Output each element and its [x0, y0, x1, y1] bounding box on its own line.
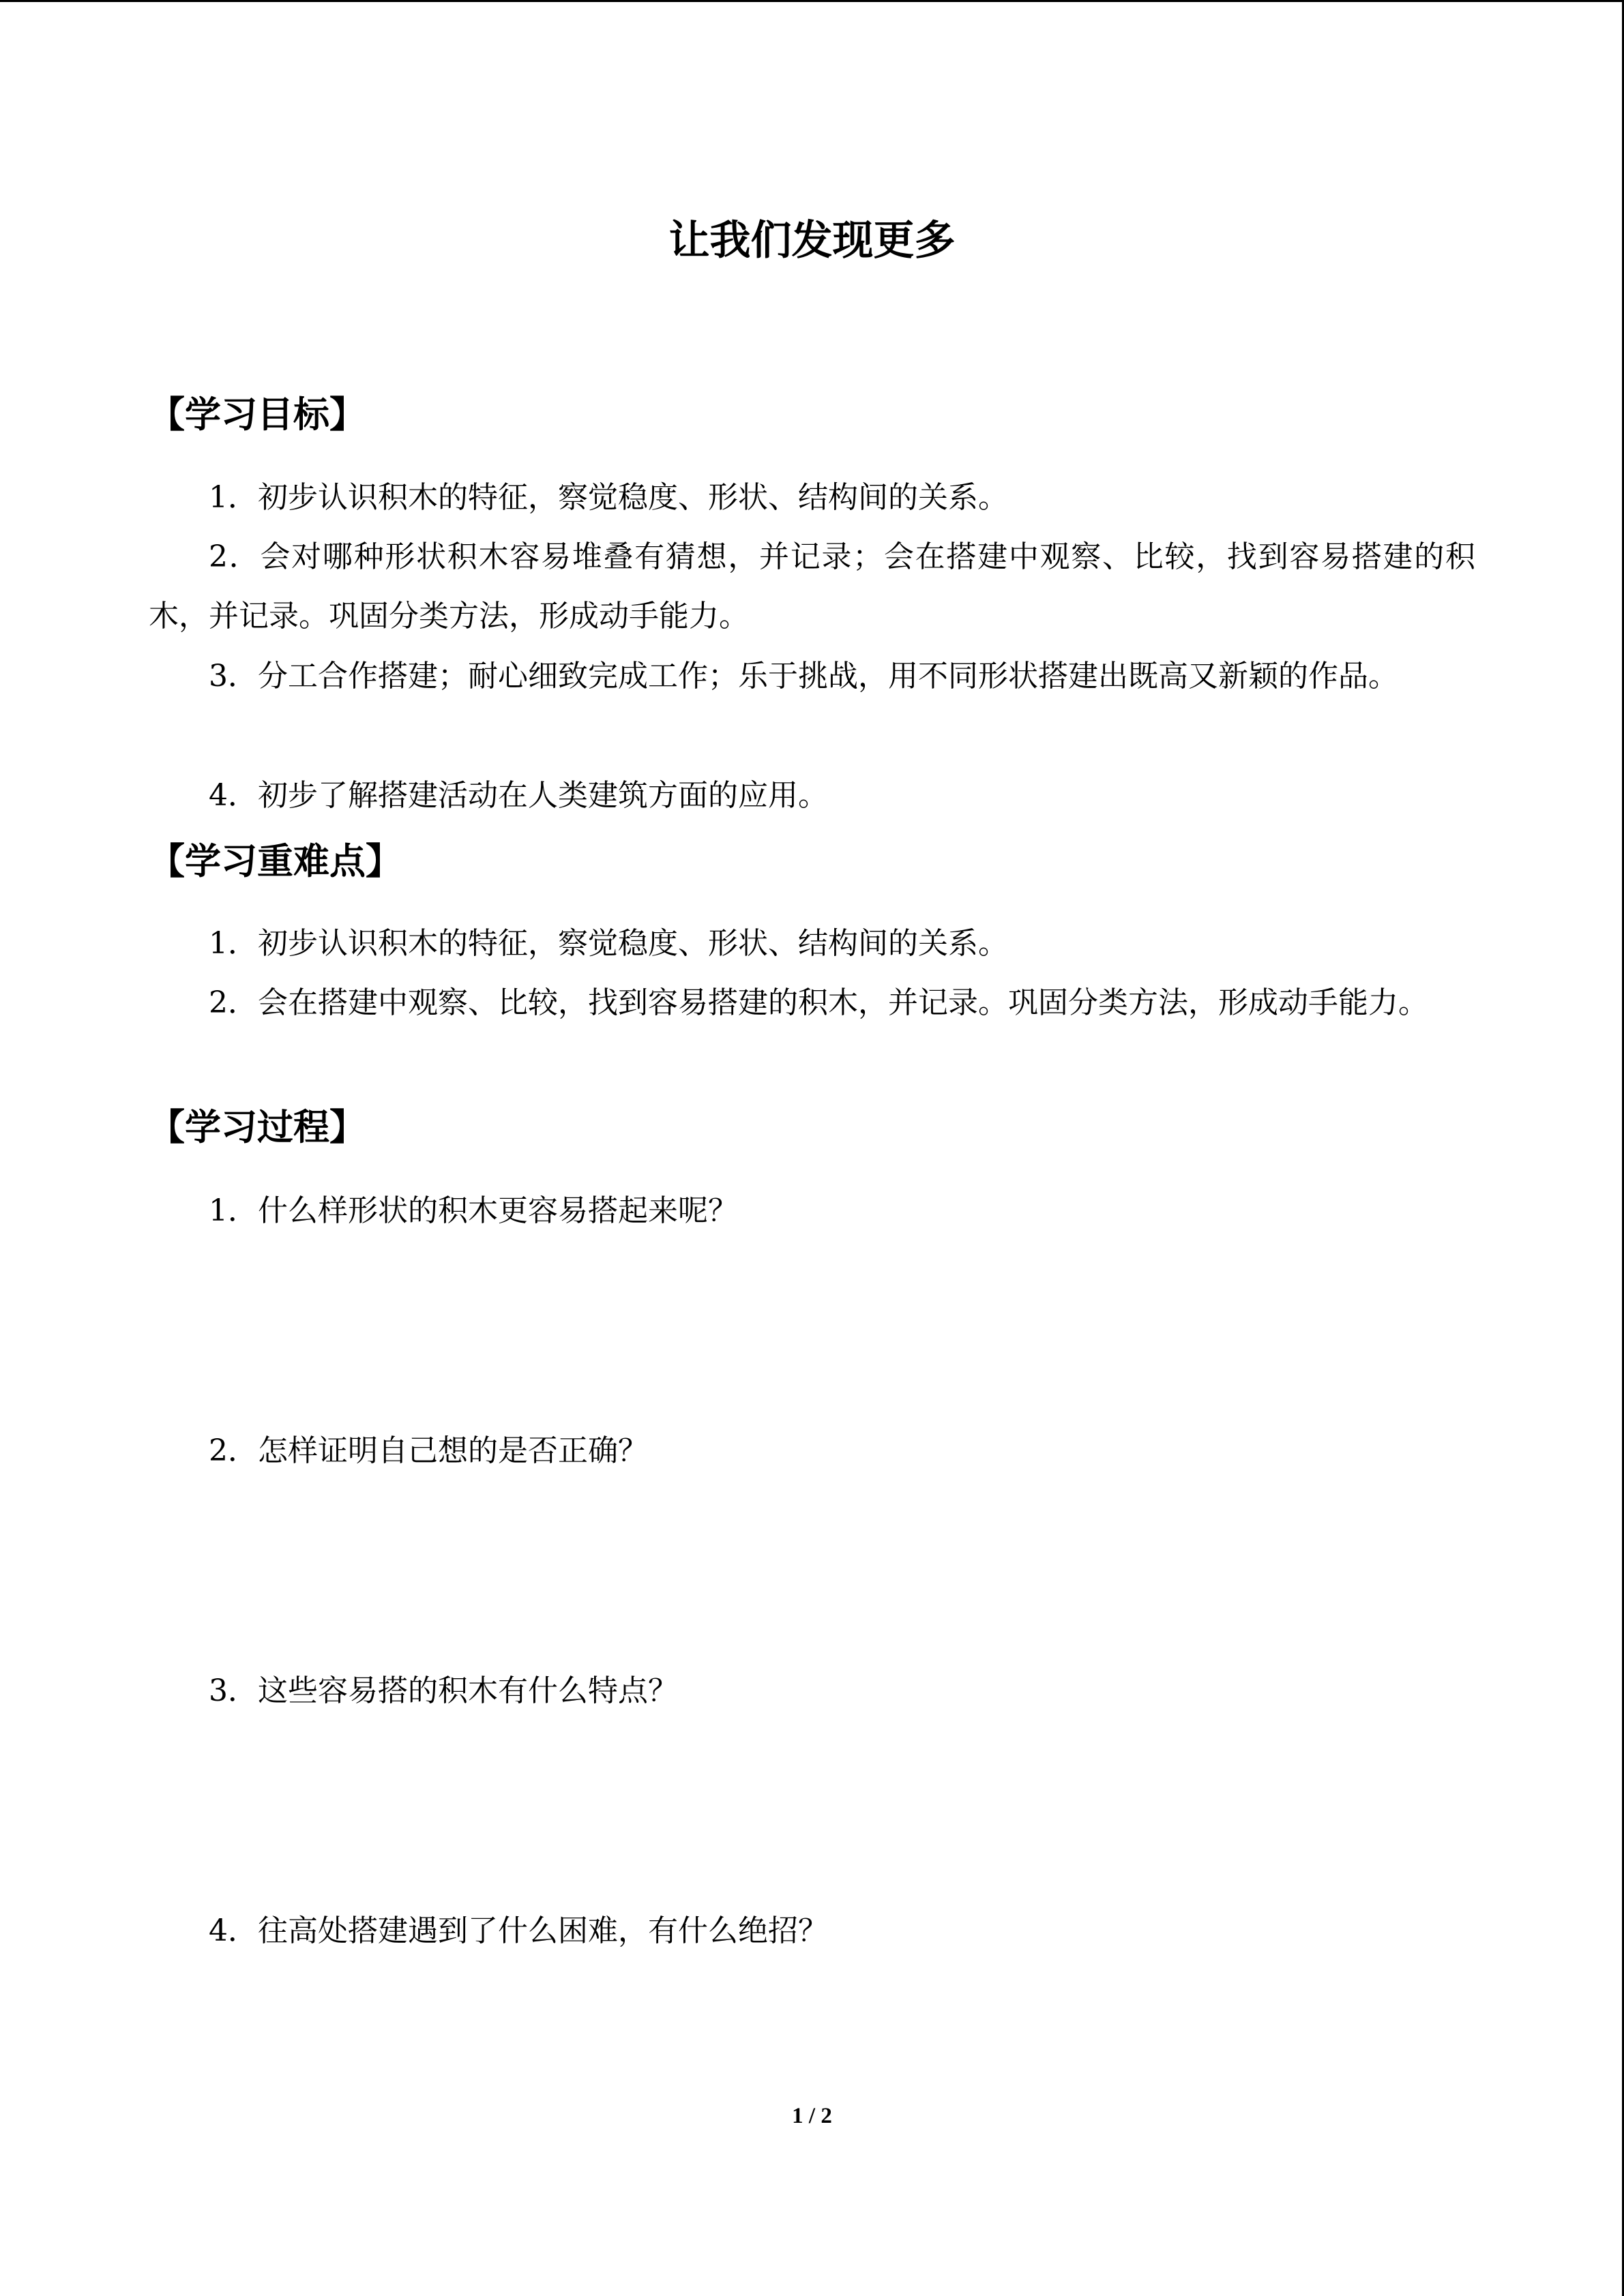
- section-heading-key-points: 【学习重难点】: [149, 841, 402, 882]
- process-question-2: 2．怎样证明自己想的是否正确？: [209, 1433, 648, 1468]
- section-heading-objectives: 【学习目标】: [149, 394, 366, 436]
- objective-item-2: 2．会对哪种形状积木容易堆叠有猜想，并记录；会在搭建中观察、比较，找到容易搭建的积木，并记录。巩固分类方法，形成动手能力。: [149, 539, 1475, 633]
- key-point-item-2: 2．会在搭建中观察、比较，找到容易搭建的积木，并记录。巩固分类方法，形成动手能力。: [209, 985, 1428, 1020]
- process-question-3: 3．这些容易搭的积木有什么特点？: [209, 1673, 678, 1708]
- process-question-4: 4．往高处搭建遇到了什么困难，有什么绝招？: [209, 1913, 828, 1948]
- section-heading-process: 【学习过程】: [149, 1107, 366, 1148]
- process-question-1: 1．什么样形状的积木更容易搭起来呢？: [209, 1193, 738, 1228]
- objective-item-4: 4．初步了解搭建活动在人类建筑方面的应用。: [209, 778, 828, 813]
- key-point-item-1: 1．初步认识积木的特征，察觉稳度、形状、结构间的关系。: [209, 926, 1008, 961]
- page-title: 让我们发现更多: [668, 217, 956, 265]
- objective-item-3: 3．分工合作搭建；耐心细致完成工作；乐于挑战，用不同形状搭建出既高又新颖的作品。: [209, 659, 1398, 694]
- objective-item-1: 1．初步认识积木的特征，察觉稳度、形状、结构间的关系。: [209, 480, 1008, 515]
- page-number: 1 / 2: [792, 2104, 832, 2128]
